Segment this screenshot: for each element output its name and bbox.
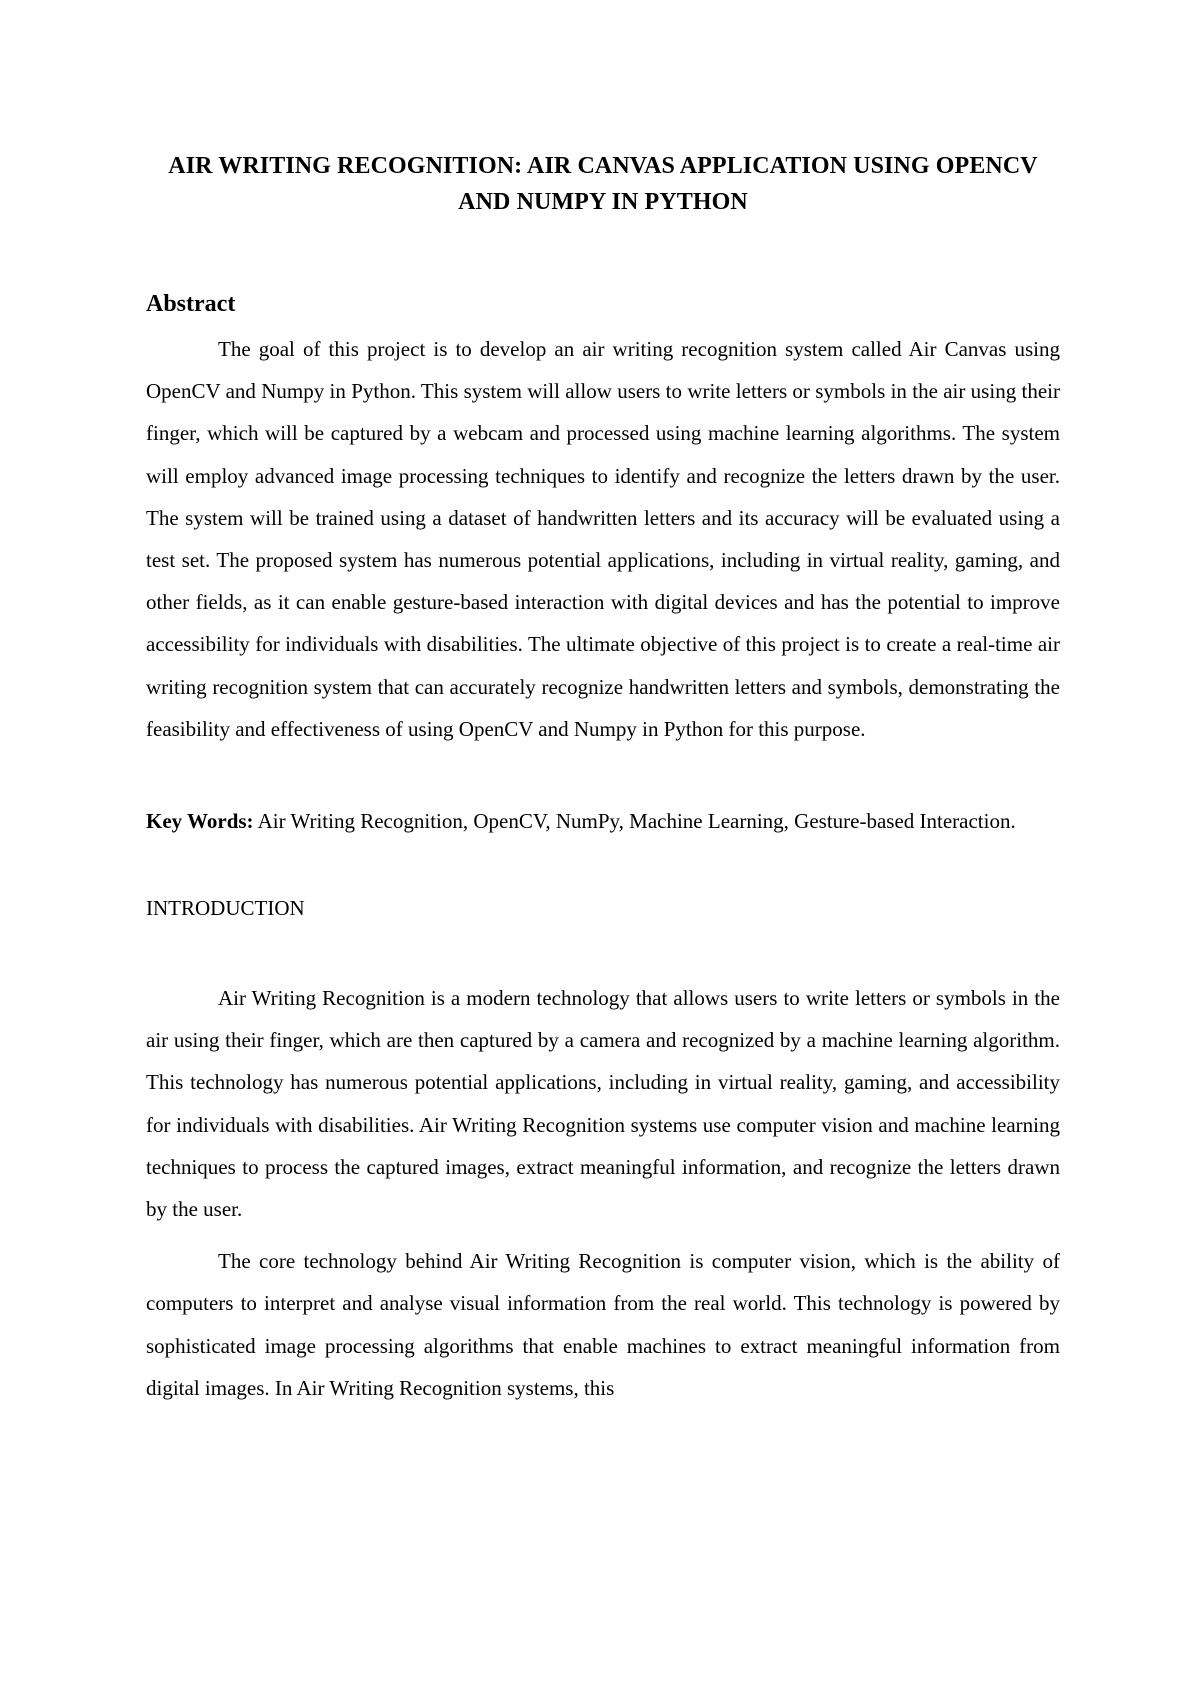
introduction-paragraph-1: Air Writing Recognition is a modern technology that allows users to write letters or symbols in the air using their finger, which are then captured by a camera and recognized by a machine learning algorithm. This technology has numerous potential applications, including in virtual reality, gaming, and accessibility for individuals with disabilities. Air Writing Recognition systems use computer vision and machine learning techniques to process the captured images, extract meaningful information, and recognize the letters drawn by the user. [146,986,1060,1222]
abstract-heading: Abstract [146,291,236,317]
introduction-paragraph-2: The core technology behind Air Writing Recognition is computer vision, which is the ability of computers to interpret and analyse visual information from the real world. This technology is powered by sophisticated image processing algorithms that enable machines to extract meaningful information from digital images. In Air Writing Recognition systems, this [146,1249,1060,1400]
paper-title: AIR WRITING RECOGNITION: AIR CANVAS APPLICATION USING OPENCV AND NUMPY IN PYTHON [168,153,1038,215]
keywords-line [146,806,1060,837]
abstract-paragraph: The goal of this project is to develop an air writing recognition system called Air Canvas using OpenCV and Numpy in Python. This system will allow users to write letters or symbols in the air using their finger, which will be captured by a webcam and processed using machine learning algorithms. The system will employ advanced image processing techniques to identify and recognize the letters drawn by the user. The system will be trained using a dataset of handwritten letters and its accuracy will be evaluated using a test set. The proposed system has numerous potential applications, including in virtual reality, gaming, and other fields, as it can enable gesture-based interaction with digital devices and has the potential to improve accessibility for individuals with disabilities. The ultimate objective of this project is to create a real-time air writing recognition system that can accurately recognize handwritten letters and symbols, demonstrating the feasibility and effectiveness of using OpenCV and Numpy in Python for this purpose. [146,337,1060,741]
keywords-label: Key Words: [146,809,254,834]
introduction-heading: INTRODUCTION [146,896,305,921]
keywords-text: Air Writing Recognition, OpenCV, NumPy, Machine Learning, Gesture-based Interaction. [253,809,1016,834]
